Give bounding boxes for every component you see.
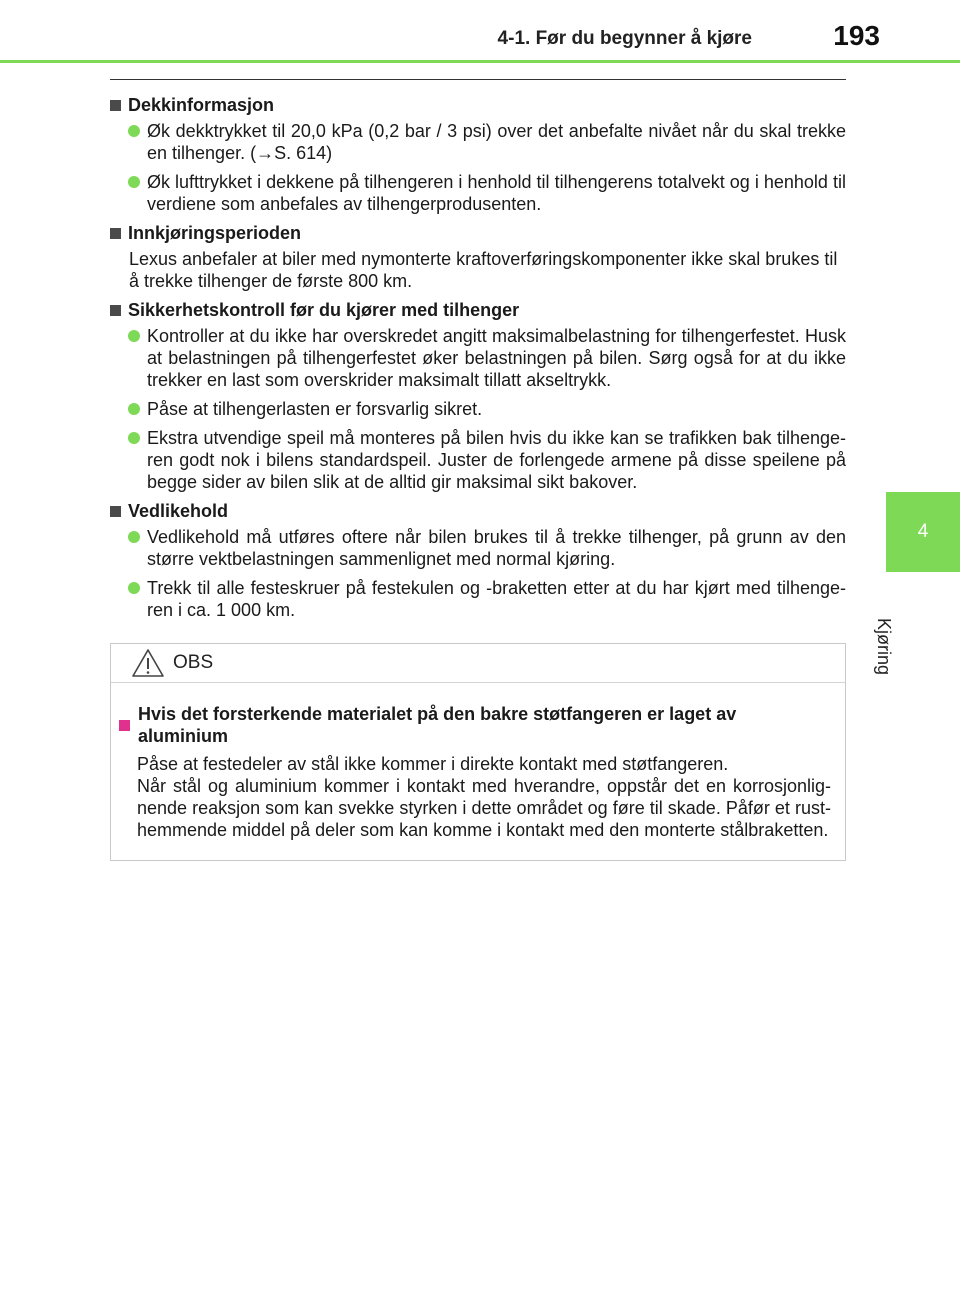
chapter-label: Kjøring — [874, 618, 894, 676]
square-bullet-icon — [110, 305, 121, 316]
notice-label: OBS — [173, 652, 214, 673]
list-item: Trekk til alle festeskruer på festekulen og -braketten etter at du har kjørt med tilhengeren i ca. 1 000 km. — [110, 577, 846, 621]
square-bullet-icon — [110, 100, 121, 111]
section-heading: Innkjøringsperioden — [110, 222, 846, 244]
notice-header — [111, 644, 845, 683]
section-maintenance — [110, 500, 846, 621]
section-break-in — [110, 222, 846, 292]
circle-bullet-icon — [128, 403, 140, 415]
section-tire-info — [110, 94, 846, 215]
circle-bullet-icon — [128, 531, 140, 543]
circle-bullet-icon — [128, 176, 140, 188]
list-item: Kontroller at du ikke har overskredet angitt maksimalbelastning for tilhengerfestet. Husk at belastningen på tilhengerfestet øker belastningen på bilen. Sørg også for at du ikke trekker en last som overskrider maksimalt tillatt akseltrykk. — [110, 325, 846, 391]
list-item: Ekstra utvendige speil må monteres på bilen hvis du ikke kan se trafikken bak tilhengeren godt nok i bilens standardspeil. Juster de forlengede armene på disse speilene på begge sider av bilen slik at de alltid gir maksimal sikt bakover. — [110, 427, 846, 493]
circle-bullet-icon — [128, 125, 140, 137]
content-divider — [110, 79, 846, 80]
list-item: Øk dekktrykket til 20,0 kPa (0,2 bar / 3 psi) over det anbefalte nivået når du skal trekke en tilhenger. (→S. 614) — [110, 120, 846, 164]
notice-heading: Hvis det forsterkende materialet på den bakre støtfangeren er laget av aluminium — [119, 703, 831, 747]
section-heading: Vedlikehold — [110, 500, 846, 522]
square-bullet-icon — [119, 720, 130, 731]
list-item: Øk lufttrykket i dekkene på tilhengeren i henhold til tilhengerens totalvekt og i henhold til verdiene som anbefales av tilhengerprodusenten. — [110, 171, 846, 215]
notice-body — [111, 683, 845, 841]
list-item: Påse at tilhengerlasten er forsvarlig sikret. — [110, 398, 846, 420]
circle-bullet-icon — [128, 432, 140, 444]
section-title: 4-1. Før du begynner å kjøre — [497, 28, 752, 49]
section-heading: Dekkinformasjon — [110, 94, 846, 116]
circle-bullet-icon — [128, 330, 140, 342]
square-bullet-icon — [110, 228, 121, 239]
section-safety-check — [110, 299, 846, 493]
chapter-tab[interactable]: 4 — [886, 492, 960, 572]
notice-box — [110, 643, 846, 861]
header-divider — [0, 60, 960, 63]
section-heading: Sikkerhetskontroll før du kjører med tilhenger — [110, 299, 846, 321]
circle-bullet-icon — [128, 582, 140, 594]
warning-triangle-icon — [131, 648, 165, 678]
square-bullet-icon — [110, 506, 121, 517]
section-text: Lexus anbefaler at biler med nymonterte kraftoverføringskomponenter ikke skal brukes til å trekke tilhenger de første 800 km. — [129, 249, 838, 291]
list-item: Vedlikehold må utføres oftere når bilen brukes til å trekke tilhenger, på grunn av den større vektbelastningen sammenlignet med normal kjøring. — [110, 526, 846, 570]
notice-text: Påse at festedeler av stål ikke kommer i direkte kontakt med støtfangeren. Når stål og aluminium kommer i kontakt med hverandre, oppstår det en korrosjonlignende reaksjon som kan svekke styrken i dette området og føre til skade. Påfør et rusthemmende middel på deler som kan komme i kontakt med den monterte stålbraketten. — [137, 754, 831, 840]
main-content — [110, 92, 846, 628]
page-number: 193 — [833, 20, 880, 51]
